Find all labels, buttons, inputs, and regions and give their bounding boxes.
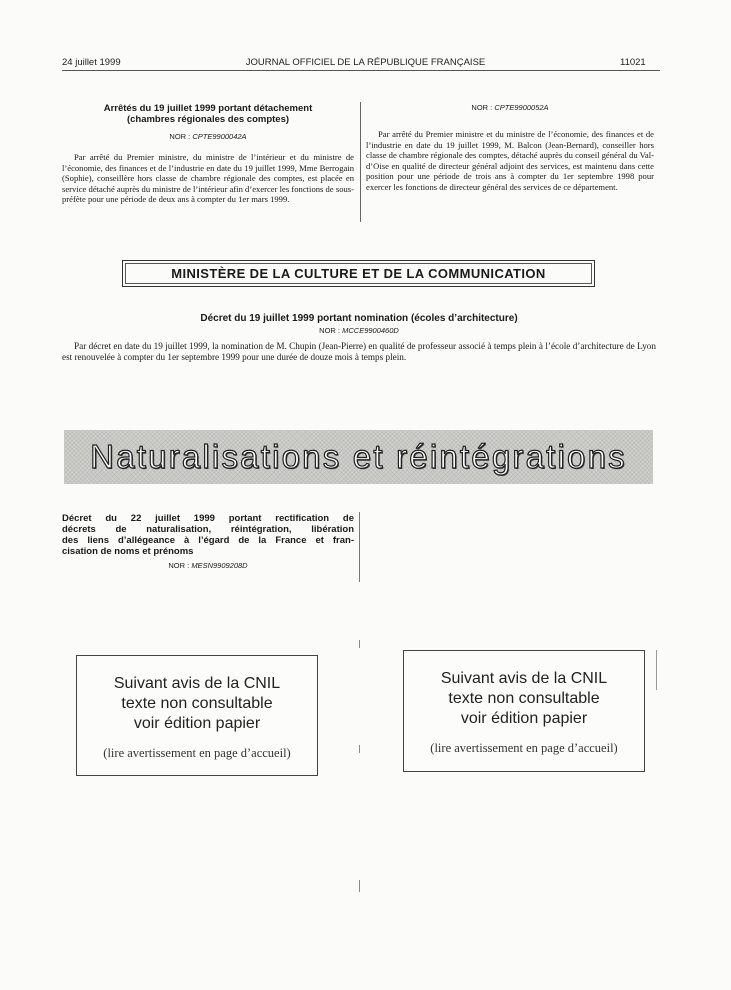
column-divider-bottom: [359, 512, 360, 582]
cnil-line1: Suivant avis de la CNIL: [440, 670, 608, 687]
naturalisation-title-line1: Décret du 22 juillet 1999 portant rectification de: [62, 513, 354, 524]
divider-tick: [359, 640, 360, 648]
divider-tick: [359, 880, 360, 892]
nor-code: CPTE9900042A: [192, 132, 247, 141]
section-banner: [64, 430, 653, 484]
naturalisation-title-line3: des liens d’allégeance à l’égard de la France et fran-: [62, 535, 354, 546]
header-date: 24 juillet 1999: [62, 57, 121, 68]
nor-label: NOR :: [319, 326, 341, 335]
section-banner-title: Naturalisations et réintégrations: [90, 438, 627, 475]
naturalisation-title-line2: décrets de naturalisation, réintégration, libération: [62, 524, 354, 535]
naturalisation-decree-block: [62, 513, 354, 570]
culture-decree-nor: [62, 326, 656, 335]
right-arrete-nor: [366, 103, 654, 112]
journal-title: JOURNAL OFFICIEL DE LA RÉPUBLIQUE FRANÇAISE: [245, 57, 486, 68]
nor-code: MCCE9900460D: [342, 326, 399, 335]
cnil-line1: Suivant avis de la CNIL: [113, 675, 281, 692]
naturalisation-nor: [62, 561, 354, 570]
cnil-line2: texte non consultable: [448, 690, 600, 707]
ministry-heading: MINISTÈRE DE LA CULTURE ET DE LA COMMUNICATION: [171, 266, 546, 281]
nor-code: CPTE9900052A: [494, 103, 549, 112]
nor-label: NOR :: [471, 103, 493, 112]
nor-code: MESN9909208D: [191, 561, 248, 570]
culture-decree-body: Par décret en date du 19 juillet 1999, la nomination de M. Chupin (Jean-Pierre) en qualité de professeur associé à temps plein à l’école d’architecture de Lyon est renouvelée à compter du 1er septembre 1999 pour une durée de douze mois à temps plein.: [62, 341, 656, 362]
cnil-line3: voir édition papier: [133, 715, 261, 732]
left-arrete-title-line2: (chambres régionales des comptes): [126, 114, 290, 125]
ministry-heading-box: [122, 260, 595, 287]
nor-label: NOR :: [169, 132, 191, 141]
cnil-note: (lire avertissement en page d’accueil): [430, 741, 618, 755]
left-arrete-body: Par arrêté du Premier ministre, du ministre de l’intérieur et du ministre de l’économie, des finances et de l’industrie en date du 19 juillet 1999, Mme Berrogain (Sophie), conseillère hors classe de chambre régionale des comptes, est placée en service détaché auprès du ministre de l’intérieur afin d’exercer les fonctions de sous-préfète pour une période de deux ans à compter du 1er mars 1999.: [62, 152, 354, 205]
cnil-line3: voir édition papier: [460, 710, 588, 727]
divider-tick: [359, 745, 360, 753]
naturalisation-title-line4: cisation de noms et prénoms: [62, 546, 194, 557]
cnil-notice-left: [76, 655, 318, 776]
cnil-notice-right: [403, 650, 645, 772]
left-arrete-nor: [62, 132, 354, 141]
left-arrete-title-line1: Arrêtés du 19 juillet 1999 portant détachement: [103, 103, 313, 114]
culture-decree-block: [62, 313, 656, 363]
culture-decree-title: Décret du 19 juillet 1999 portant nomination (écoles d’architecture): [200, 313, 518, 324]
page-number: 11021: [620, 57, 646, 68]
nor-label: NOR :: [168, 561, 190, 570]
column-divider-top: [360, 102, 361, 222]
right-margin-tick: [656, 650, 657, 690]
header-rule: [62, 70, 660, 71]
cnil-note: (lire avertissement en page d’accueil): [103, 746, 291, 760]
right-arrete-body: Par arrêté du Premier ministre et du ministre de l’économie, des finances et de l’industrie en date du 19 juillet 1999, M. Balcon (Jean-Bernard), conseiller hors classe de chambre régionale des comptes, détaché auprès du conseil général du Val-d’Oise en qualité de directeur général adjoint des services, est maintenu dans cette position pour une période de trois ans à compter du 1er septembre 1998 pour exercer les fonctions de directeur général des services de ce département.: [366, 129, 654, 192]
left-arrete-block: [62, 103, 354, 205]
right-arrete-block: [366, 103, 654, 193]
cnil-line2: texte non consultable: [121, 695, 273, 712]
